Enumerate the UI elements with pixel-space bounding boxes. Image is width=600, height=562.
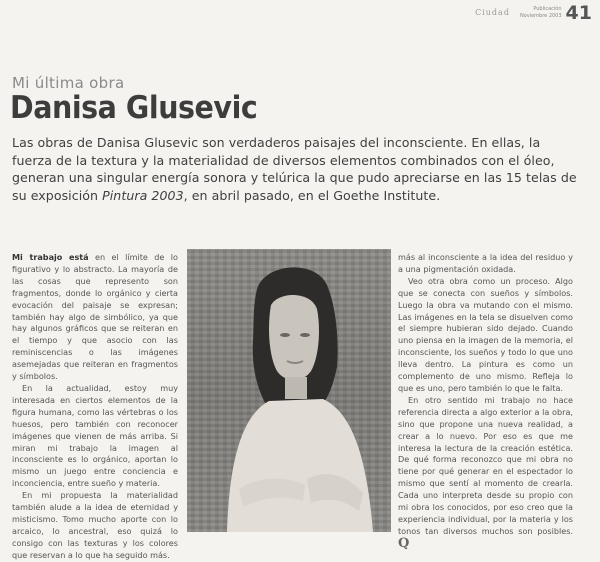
- page-number: 41: [565, 2, 592, 24]
- body-paragraph: Veo otra obra como un proceso. Algo que se conecta con sueños y símbolos. Luego la obra va mutando con el mismo. Las imágenes en la tela se disuelven como el siempre hubieran sido dejado. Cuando uno piensa en la imagen de la memoria, el inconsciente, los sueños y todo lo que uno lleva dentro. La pintura es como un complemento de uno mismo. Refleja lo que es uno, pero también lo que le falta.: [398, 275, 573, 393]
- body-paragraph: En la actualidad, estoy muy interesada en ciertos elementos de la figura humana, como las vértebras o los huesos, pero también con reconocer imágenes que vienen de más arriba. Si miran mi trabajo la imagen al inconsciente es lo orgánico, aportan lo mismo un juego entre conciencia e inconciencia, entre sueño y materia.: [12, 382, 178, 489]
- lead-exhibit-name: Pintura 2003: [102, 187, 184, 203]
- body-paragraph: En mi propuesta la materialidad también alude a la idea de eternidad y misticismo. Tomo mucho aporte con lo arcaico, lo ancestral, eso quizá lo consigo con las texturas y los colores que reservan a lo que ha seguido más.: [12, 490, 178, 560]
- section-label: Mi última obra: [12, 74, 125, 92]
- magazine-logo: Ciudad: [475, 8, 510, 17]
- lead-paragraph: [12, 134, 577, 204]
- lead-text-2: , en abril pasado, en el Goethe Institute.: [183, 187, 441, 203]
- header-meta: [520, 6, 562, 20]
- page-header: [475, 4, 592, 23]
- end-mark-icon: Q: [398, 535, 410, 551]
- portrait-figure: [187, 249, 391, 532]
- artist-portrait-photo: [187, 249, 391, 532]
- body-column-left: [12, 252, 178, 562]
- body-paragraph: más al inconsciente a la idea del residuo y a una pigmentación oxidada.: [398, 252, 573, 274]
- article-title: Danisa Glusevic: [10, 90, 258, 126]
- lead-in-text: Mi trabajo está: [12, 252, 89, 262]
- header-meta-line2: Noviembre 2003: [519, 13, 562, 19]
- body-paragraph: [12, 252, 178, 383]
- body-text: En otro sentido mi trabajo no hace referencia directa a algo exterior a la obra, sino que propone una nueva realidad, a crear a lo nuevo. Por eso es que me interesa la lectura de la creación estética. De qué forma reconozco que mi obra no tiene por qué generar en el espectador lo mismo que sentí al momento de crearla. Cada uno interpreta desde su propio con mi obra los conocidos, por eso creo que la experiencia individual, por la materia y los tonos tan diversos muchos son posibles.: [398, 394, 573, 536]
- body-column-right: [398, 252, 573, 551]
- header-meta-line1: Publicación: [533, 6, 562, 12]
- body-text: en el límite de lo figurativo y lo abstracto. La mayoría de las cosas que represento son fragmentos, donde lo orgánico y cierta evocación del paisaje se expresan; también hay algo de simbólico, ya que hay algunos gráficos que se reiteran en el tiempo y que asocio con las reminiscencias o las imágenes asemejadas que reiteran en fragmentos y símbolos.: [12, 252, 178, 382]
- body-paragraph: [398, 395, 573, 551]
- lead-text-1: Las obras de Danisa Glusevic son verdaderos paisajes del inconsciente. En ellas, la fuerza de la textura y la materialidad de diversos elementos combinados con el óleo, generan una singular energía sonora y telúrica la que pudo apreciarse en las 15 telas de su exposición: [12, 135, 577, 203]
